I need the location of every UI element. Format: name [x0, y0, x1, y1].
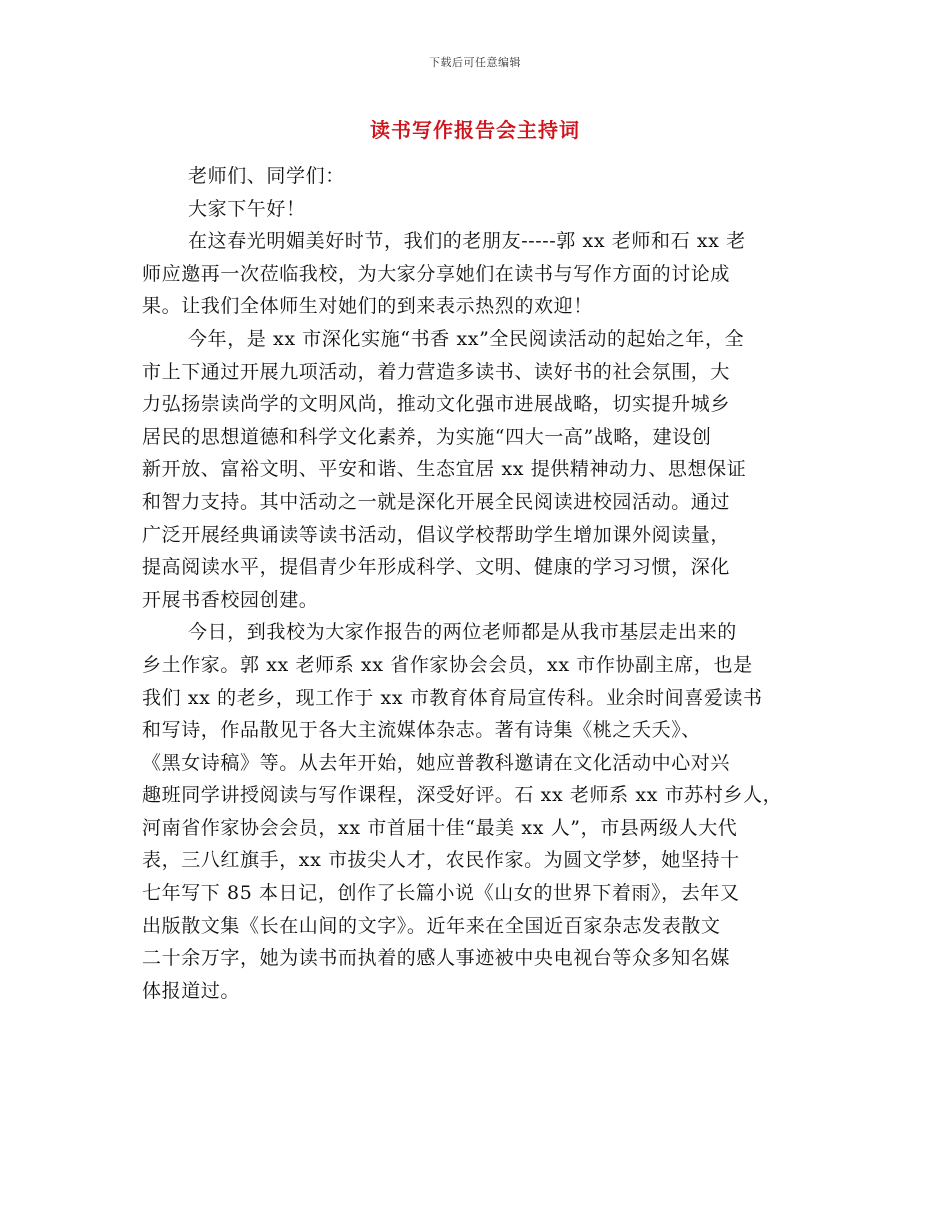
paragraph-line: 体报道过。: [142, 979, 241, 1002]
paragraph-line: 二十余万字，她为读书而执着的感人事迹被中央电视台等众多知名媒: [142, 947, 731, 970]
paragraph-line: 力弘扬崇读尚学的文明风尚，推动文化强市进展战略，切实提升城乡: [142, 393, 731, 416]
paragraph-line: 和写诗，作品散见于各大主流媒体杂志。著有诗集《桃之夭夭》、: [142, 719, 701, 742]
paragraph-line: 提高阅读水平，提倡青少年形成科学、文明、健康的学习习惯，深化: [142, 556, 731, 579]
paragraph-line: 七年写下 85 本日记，创作了长篇小说《山女的世界下着雨》，去年又: [142, 882, 740, 905]
paragraph-line: 新开放、富裕文明、平安和谐、生态宜居 xx 提供精神动力、思想保证: [142, 458, 747, 481]
salutation-line: 老师们、同学们：: [188, 165, 345, 187]
paragraph-line: 今年，是 xx 市深化实施“书香 xx”全民阅读活动的起始之年，全: [188, 327, 745, 350]
document-title: 读书写作报告会主持词: [370, 118, 580, 142]
paragraph-line: 今日，到我校为大家作报告的两位老师都是从我市基层走出来的: [188, 621, 737, 644]
paragraph-line: 在这春光明媚美好时节，我们的老朋友-----郭 xx 老师和石 xx 老: [188, 230, 746, 253]
paragraph-line: 市上下通过开展九项活动，着力营造多读书、读好书的社会氛围，大: [142, 360, 731, 383]
paragraph-line: 居民的思想道德和科学文化素养，为实施“四大一高”战略，建设创: [142, 425, 712, 448]
paragraph-line: 开展书香校园创建。: [142, 588, 319, 611]
paragraph-line: 乡土作家。郭 xx 老师系 xx 省作家协会会员，xx 市作协副主席，也是: [142, 653, 753, 676]
paragraph-line: 《黑女诗稿》等。从去年开始，她应普教科邀请在文化活动中心对兴: [142, 751, 731, 774]
paragraph-line: 出版散文集《长在山间的文字》。近年来在全国近百家杂志发表散文: [142, 914, 721, 937]
header-note: 下载后可任意编辑: [429, 56, 521, 69]
paragraph-line: 趣班同学讲授阅读与写作课程，深受好评。石 xx 老师系 xx 市苏村乡人，: [142, 784, 783, 807]
paragraph-line: 表，三八红旗手，xx 市拔尖人才，农民作家。为圆文学梦，她坚持十: [142, 849, 740, 872]
paragraph-line: 果。让我们全体师生对她们的到来表示热烈的欢迎！: [142, 295, 593, 318]
paragraph-line: 我们 xx 的老乡，现工作于 xx 市教育体育局宣传科。业余时间喜爱读书: [142, 686, 763, 709]
paragraph-line: 师应邀再一次莅临我校，为大家分享她们在读书与写作方面的讨论成: [142, 262, 731, 285]
paragraph-line: 广泛开展经典诵读等读书活动，倡议学校帮助学生增加课外阅读量，: [142, 523, 731, 546]
paragraph-line: 河南省作家协会会员，xx 市首届十佳“最美 xx 人”，市县两级人大代: [142, 816, 738, 839]
paragraph-line: 和智力支持。其中活动之一就是深化开展全民阅读进校园活动。通过: [142, 490, 731, 513]
greeting-line: 大家下午好！: [188, 197, 306, 220]
document-body: [142, 160, 808, 1007]
